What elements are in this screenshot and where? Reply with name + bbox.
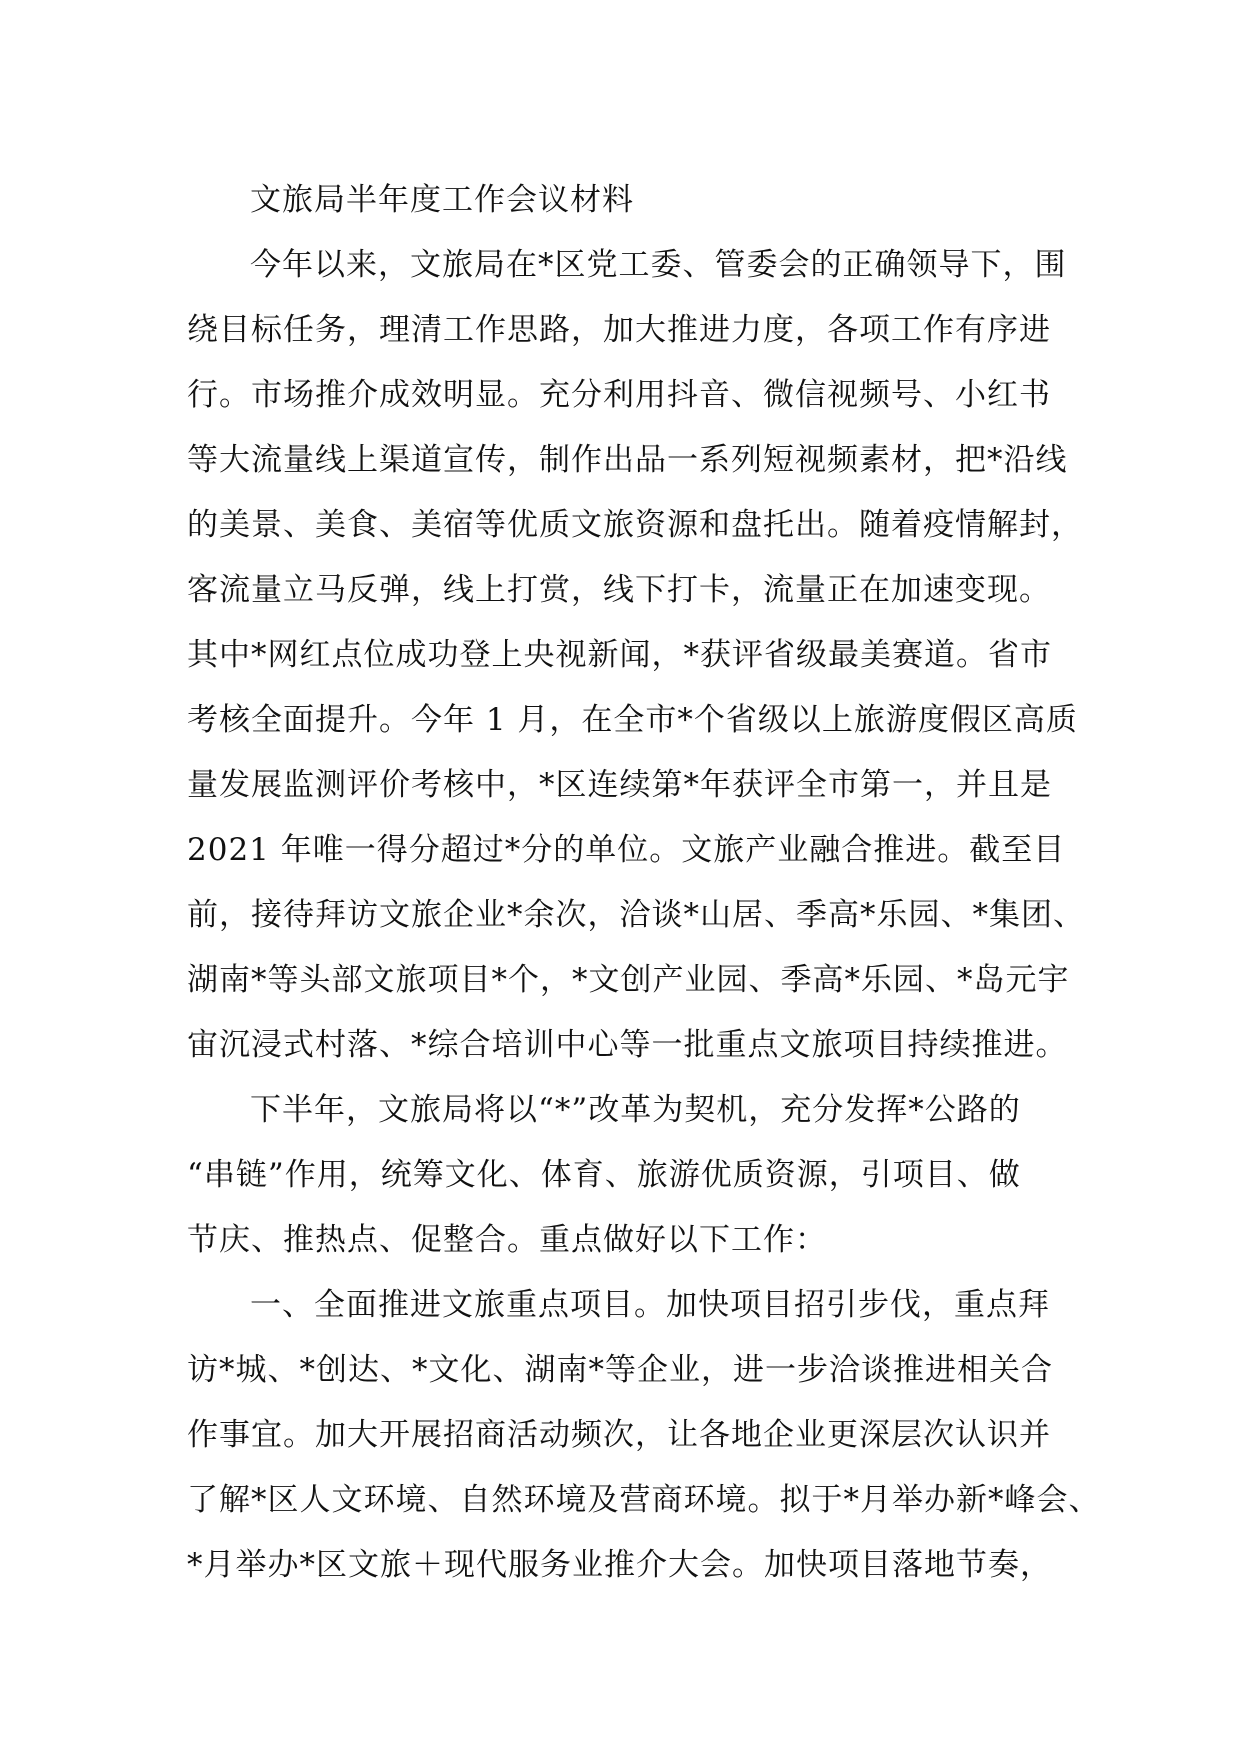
text-line: 下半年，文旅局将以“*”改革为契机，充分发挥*公路的	[250, 1092, 1021, 1128]
text-line: 量发展监测评价考核中，*区连续第*年获评全市第一，并且是	[187, 767, 1052, 803]
text-line: 了解*区人文环境、自然环境及营商环境。拟于*月举办新*峰会、	[187, 1482, 1101, 1518]
text-line: *月举办*区文旅＋现代服务业推介大会。加快项目落地节奏，	[187, 1547, 1052, 1583]
text-line: 宙沉浸式村落、*综合培训中心等一批重点文旅项目持续推进。	[187, 1027, 1068, 1063]
text-line: 其中*网红点位成功登上央视新闻，*获评省级最美赛道。省市	[187, 637, 1052, 673]
text-line: 的美景、美食、美宿等优质文旅资源和盘托出。随着疫情解封，	[187, 507, 1083, 543]
text-line: 等大流量线上渠道宣传，制作出品一系列短视频素材，把*沿线	[187, 442, 1068, 478]
text-line: 作事宜。加大开展招商活动频次，让各地企业更深层次认识并	[187, 1417, 1051, 1453]
document-body	[187, 168, 1101, 1598]
text-line: 前，接待拜访文旅企业*余次，洽谈*山居、季高*乐园、*集团、	[187, 897, 1085, 933]
text-line: 2021 年唯一得分超过*分的单位。文旅产业融合推进。截至目	[187, 832, 1066, 868]
document-title: 文旅局半年度工作会议材料	[250, 182, 634, 218]
text-line: 今年以来，文旅局在*区党工委、管委会的正确领导下，围	[250, 247, 1067, 283]
text-line: 客流量立马反弹，线上打赏，线下打卡，流量正在加速变现。	[187, 572, 1051, 608]
text-line: 考核全面提升。今年 1 月，在全市*个省级以上旅游度假区高质	[187, 702, 1078, 738]
text-line: 湖南*等头部文旅项目*个，*文创产业园、季高*乐园、*岛元宇	[187, 962, 1070, 998]
text-line: 访*城、*创达、*文化、湖南*等企业，进一步洽谈推进相关合	[187, 1352, 1053, 1388]
text-line: 一、全面推进文旅重点项目。加快项目招引步伐，重点拜	[250, 1287, 1050, 1323]
text-line: 绕目标任务，理清工作思路，加大推进力度，各项工作有序进	[187, 312, 1051, 348]
text-line: 节庆、推热点、促整合。重点做好以下工作：	[187, 1222, 827, 1258]
text-line: 行。市场推介成效明显。充分利用抖音、微信视频号、小红书	[187, 377, 1051, 413]
document-text-lines	[187, 233, 1101, 1598]
text-line: “串链”作用，统筹文化、体育、旅游优质资源，引项目、做	[187, 1157, 1021, 1193]
